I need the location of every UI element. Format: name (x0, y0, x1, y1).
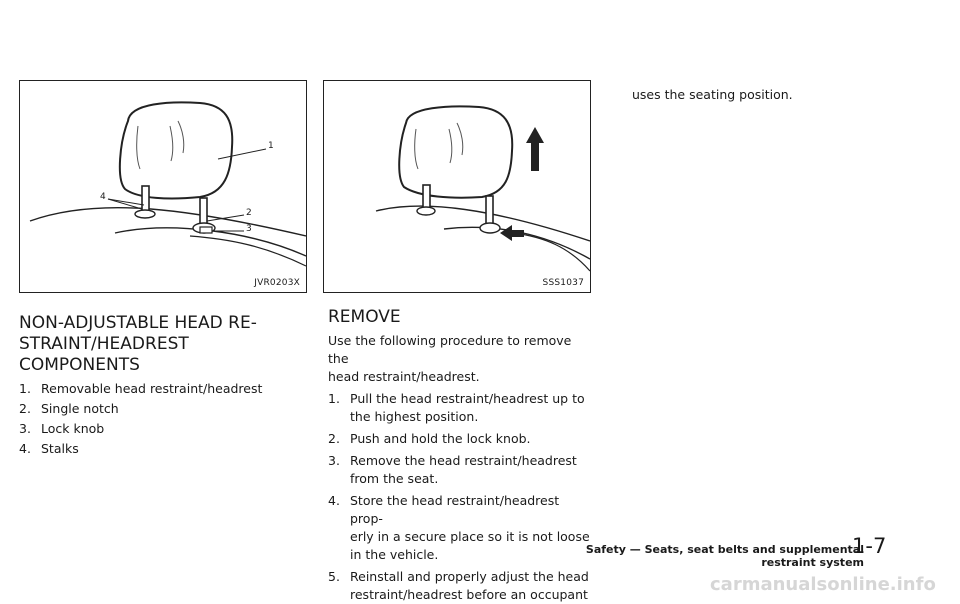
footer-title: Safety — Seats, seat belts and supplemental restraint system (585, 543, 864, 569)
step-item: 4. Store the head restraint/headrest prop- erly in a secure place so it is not loose in the vehicle. (328, 493, 590, 562)
figure-id-left: JVR0203X (254, 278, 300, 288)
callout-3: 3 (246, 224, 252, 234)
list-item: 2. Single notch (19, 401, 119, 416)
callout-1: 1 (268, 141, 274, 151)
list-item: 3. Lock knob (19, 421, 105, 436)
step-item: 5. Reinstall and properly adjust the head restraint/headrest before an occupant (328, 569, 589, 602)
arrow-left-icon (500, 225, 524, 241)
figure-head-restraint-remove (323, 80, 591, 293)
callout-2: 2 (246, 208, 252, 218)
remove-heading: REMOVE (328, 307, 401, 327)
watermark: carmanualsonline.info (710, 574, 936, 595)
headrest-components-illustration (20, 81, 306, 292)
components-heading (19, 313, 309, 376)
list-item: 1. Removable head restraint/headrest (19, 381, 263, 396)
callout-4: 4 (100, 192, 106, 202)
figure-id-right: SSS1037 (542, 278, 584, 288)
step-item: 2. Push and hold the lock knob. (328, 431, 531, 446)
continued-text-line: uses the seating position. (632, 87, 793, 102)
components-heading-line1: NON-ADJUSTABLE HEAD RE- (19, 313, 257, 333)
step-item: 3. Remove the head restraint/headrest from the seat. (328, 453, 577, 486)
headrest-removal-illustration (324, 81, 590, 292)
page-number: 1-7 (852, 534, 887, 558)
continued-text (632, 86, 932, 104)
arrow-up-icon (531, 141, 539, 171)
figure-head-restraint-components (19, 80, 307, 293)
list-item: 4. Stalks (19, 441, 79, 456)
remove-intro: Use the following procedure to remove the head restraint/headrest. (328, 333, 572, 384)
components-heading-line2: STRAINT/HEADREST COMPONENTS (19, 334, 189, 375)
components-section (19, 313, 309, 458)
step-item: 1. Pull the head restraint/headrest up to the highest position. (328, 391, 585, 424)
